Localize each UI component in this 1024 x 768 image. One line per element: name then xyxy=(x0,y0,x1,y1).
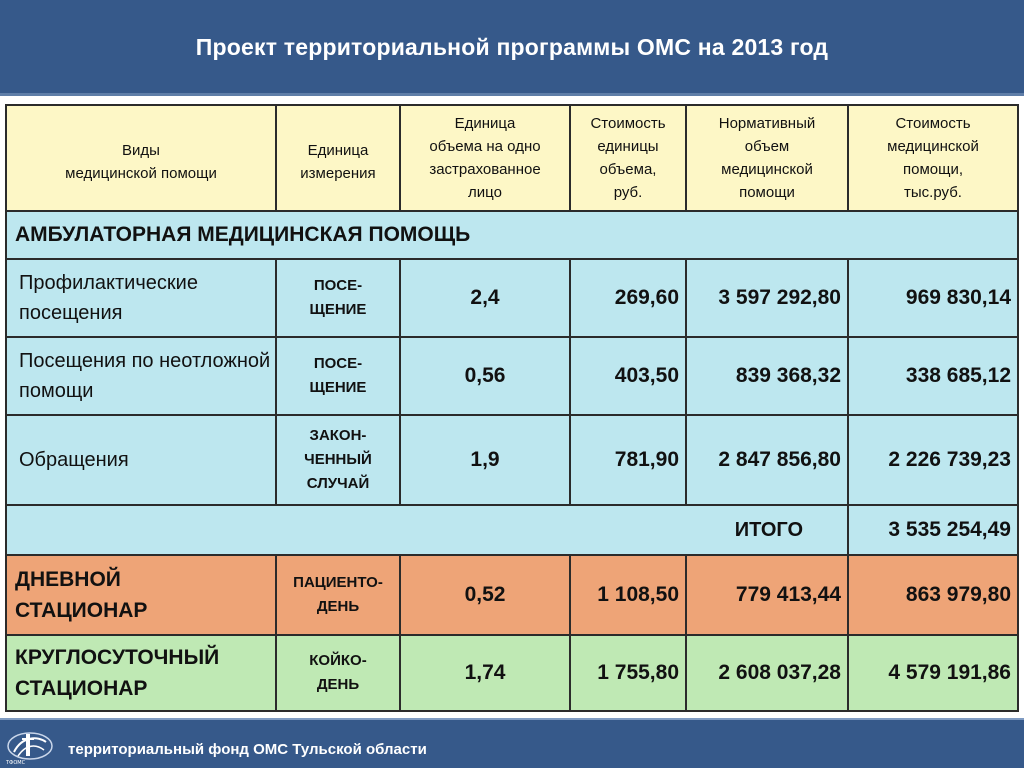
header-norm-volume: Нормативный объем медицинской помощи xyxy=(686,105,848,211)
page-title: Проект территориальной программы ОМС на 2013 год xyxy=(195,34,829,60)
row-name: Обращения xyxy=(6,415,276,505)
row-unit-cost: 781,90 xyxy=(570,415,686,505)
row-volume: 1,74 xyxy=(400,635,570,711)
row-name: КРУГЛОСУТОЧНЫЙ СТАЦИОНАР xyxy=(6,635,276,711)
row-norm-volume: 839 368,32 xyxy=(686,337,848,415)
row-name: ДНЕВНОЙ СТАЦИОНАР xyxy=(6,555,276,635)
row-norm-volume: 2 608 037,28 xyxy=(686,635,848,711)
footer-bar xyxy=(0,718,1024,768)
table-header-row xyxy=(6,105,1018,211)
row-total: 4 579 191,86 xyxy=(848,635,1018,711)
svg-text:ТФОМС: ТФОМС xyxy=(6,760,26,766)
total-label: ИТОГО xyxy=(6,505,848,555)
row-volume: 0,52 xyxy=(400,555,570,635)
header-unit: Единица измерения xyxy=(276,105,400,211)
row-unit-cost: 403,50 xyxy=(570,337,686,415)
row-unit: ПАЦИЕНТО- ДЕНЬ xyxy=(276,555,400,635)
program-table xyxy=(5,104,1019,712)
day-hospital-row xyxy=(6,555,1018,635)
tfoms-emblem-icon xyxy=(0,726,56,766)
row-total: 2 226 739,23 xyxy=(848,415,1018,505)
table-row xyxy=(6,415,1018,505)
row-unit: ПОСЕ- ЩЕНИЕ xyxy=(276,259,400,337)
row-total: 863 979,80 xyxy=(848,555,1018,635)
total-row xyxy=(6,505,1018,555)
row-name: Профилактические посещения xyxy=(6,259,276,337)
row-unit: КОЙКО- ДЕНЬ xyxy=(276,635,400,711)
row-total: 338 685,12 xyxy=(848,337,1018,415)
title-bar xyxy=(0,0,1024,96)
table-row xyxy=(6,259,1018,337)
header-volume-per-person: Единица объема на одно застрахованное лицо xyxy=(400,105,570,211)
row-unit-cost: 1 755,80 xyxy=(570,635,686,711)
header-total-cost: Стоимость медицинской помощи, тыс.руб. xyxy=(848,105,1018,211)
row-norm-volume: 3 597 292,80 xyxy=(686,259,848,337)
row-volume: 1,9 xyxy=(400,415,570,505)
footer-text: территориальный фонд ОМС Тульской области xyxy=(68,741,427,758)
table-row xyxy=(6,337,1018,415)
row-unit-cost: 269,60 xyxy=(570,259,686,337)
header-type-of-care: Виды медицинской помощи xyxy=(6,105,276,211)
row-total: 969 830,14 xyxy=(848,259,1018,337)
section-row xyxy=(6,211,1018,259)
row-unit-cost: 1 108,50 xyxy=(570,555,686,635)
row-unit: ЗАКОН- ЧЕННЫЙ СЛУЧАЙ xyxy=(276,415,400,505)
round-clock-row xyxy=(6,635,1018,711)
section-ambulatory: АМБУЛАТОРНАЯ МЕДИЦИНСКАЯ ПОМОЩЬ xyxy=(6,211,1018,259)
row-norm-volume: 779 413,44 xyxy=(686,555,848,635)
row-volume: 0,56 xyxy=(400,337,570,415)
header-unit-cost: Стоимость единицы объема, руб. xyxy=(570,105,686,211)
row-norm-volume: 2 847 856,80 xyxy=(686,415,848,505)
total-value: 3 535 254,49 xyxy=(848,505,1018,555)
row-unit: ПОСЕ- ЩЕНИЕ xyxy=(276,337,400,415)
row-name: Посещения по неотложной помощи xyxy=(6,337,276,415)
row-volume: 2,4 xyxy=(400,259,570,337)
